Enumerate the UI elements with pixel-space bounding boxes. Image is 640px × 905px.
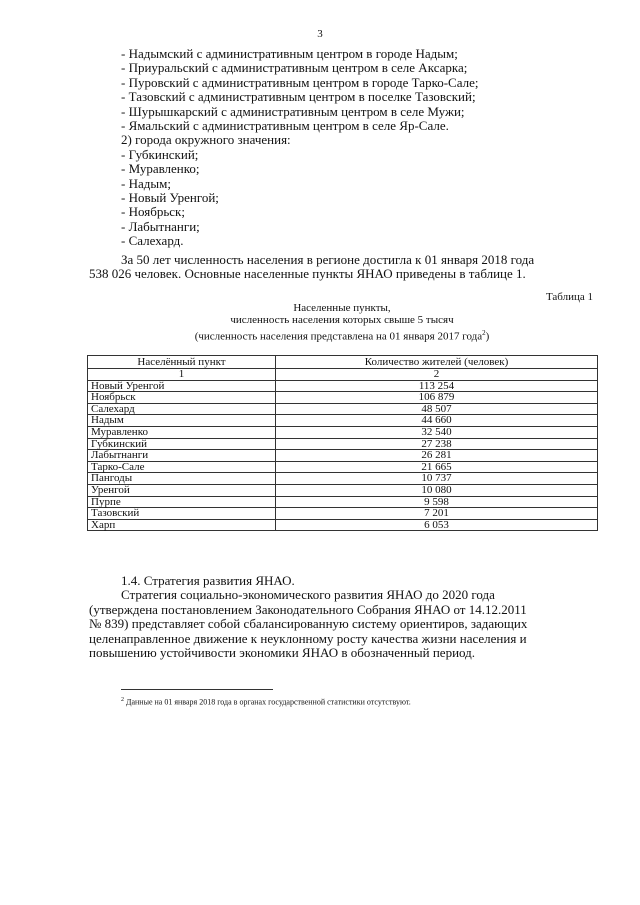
footnote	[121, 697, 411, 707]
footnote-ref: 2	[482, 328, 486, 337]
list-item: - Ноябрьск;	[121, 204, 185, 220]
column-number-row	[88, 369, 598, 381]
table-row	[88, 508, 598, 520]
list-item: - Новый Уренгой;	[121, 190, 219, 206]
column-header: Количество жителей (человек)	[276, 356, 598, 369]
caption-line: Населенные пункты,	[293, 302, 391, 314]
footnote-marker: 2	[121, 697, 124, 703]
settlement-name: Ноябрьск	[88, 392, 276, 404]
district-list	[121, 47, 591, 249]
table-row	[88, 496, 598, 508]
footnote-text: Данные на 01 января 2018 года в органах государственной статистики отсутствуют.	[124, 697, 411, 707]
settlement-name: Уренгой	[88, 484, 276, 496]
population-value: 6 053	[276, 519, 598, 531]
list-item: - Губкинский;	[121, 146, 199, 162]
population-line: За 50 лет численность населения в регионе достигла к 01 января 2018 года	[121, 252, 535, 267]
table-row	[88, 450, 598, 462]
population-value: 26 281	[276, 450, 598, 462]
table-label: Таблица 1	[545, 291, 593, 303]
list-item: - Салехард.	[121, 233, 184, 249]
list-item: - Ямальский с административным центром в селе Яр-Сале.	[121, 118, 449, 134]
list-item: - Надымский с административным центром в городе Надым;	[121, 46, 458, 61]
table-row	[88, 484, 598, 496]
caption-line: (численность населения представлена на 01 января 2017 года$^2$)	[194, 328, 490, 343]
population-value: 113 254	[276, 380, 598, 392]
table-row	[88, 392, 598, 404]
table-header-row	[88, 356, 598, 369]
settlement-name: Тарко-Сале	[88, 461, 276, 473]
strategy-paragraph	[89, 588, 595, 661]
settlement-name: Пурпе	[88, 496, 276, 508]
table-caption	[89, 302, 595, 343]
population-value: 10 080	[276, 484, 598, 496]
list-item: - Муравленко;	[121, 161, 200, 177]
settlement-name: Надым	[88, 415, 276, 427]
column-number: 1	[88, 369, 276, 381]
population-value: 27 238	[276, 438, 598, 450]
table-row	[88, 403, 598, 415]
settlement-name: Муравленко	[88, 426, 276, 438]
population-value: 10 737	[276, 473, 598, 485]
list-item: - Надым;	[121, 175, 171, 191]
population-paragraph	[89, 253, 595, 282]
table-row	[88, 461, 598, 473]
settlement-name: Пангоды	[88, 473, 276, 485]
population-value: 32 540	[276, 426, 598, 438]
settlement-name: Тазовский	[88, 508, 276, 520]
settlement-name: Новый Уренгой	[88, 380, 276, 392]
settlement-name: Губкинский	[88, 438, 276, 450]
population-value: 9 598	[276, 496, 598, 508]
strategy-line: (утверждена постановлением Законодательного Собрания ЯНАО от 14.12.2011	[89, 601, 527, 617]
population-value: 7 201	[276, 508, 598, 520]
population-value: 44 660	[276, 415, 598, 427]
list-item: - Пуровский с административным центром в городе Тарко-Сале;	[121, 74, 479, 90]
table-row	[88, 415, 598, 427]
column-header: Населённый пункт	[88, 356, 276, 369]
table-row	[88, 438, 598, 450]
list-item: - Приуральский с административным центром в селе Аксарка;	[121, 60, 468, 76]
column-number: 2	[276, 369, 598, 381]
settlement-name: Харп	[88, 519, 276, 531]
page-number: 3	[317, 28, 323, 40]
table-row	[88, 473, 598, 485]
section-title: 1.4. Стратегия развития ЯНАО.	[121, 573, 295, 588]
population-value: 106 879	[276, 392, 598, 404]
settlement-name: Салехард	[88, 403, 276, 415]
table-row	[88, 426, 598, 438]
population-value: 48 507	[276, 403, 598, 415]
footnote-divider	[121, 689, 273, 690]
list-item: - Шурышкарский с административным центром в селе Мужи;	[121, 103, 465, 119]
list-item: - Лабытнанги;	[121, 218, 200, 234]
population-value: 21 665	[276, 461, 598, 473]
population-line: 538 026 человек. Основные населенные пункты ЯНАО приведены в таблице 1.	[89, 266, 526, 282]
caption-line: численность населения которых свыше 5 тысяч	[230, 314, 454, 327]
strategy-line: целенаправленное движение к неуклонному росту качества жизни населения и	[89, 630, 527, 646]
list-item: - Тазовский с административным центром в поселке Тазовский;	[121, 89, 476, 105]
population-table	[87, 355, 598, 531]
strategy-line: повышению устойчивости экономики ЯНАО в обозначенный период.	[89, 645, 476, 661]
strategy-line: № 839) представляет собой сбалансированную систему ориентиров, задающих	[89, 616, 528, 632]
list-heading: 2) города окружного значения:	[121, 132, 291, 148]
table-row	[88, 519, 598, 531]
settlement-name: Лабытнанги	[88, 450, 276, 462]
strategy-line: Стратегия социально-экономического развития ЯНАО до 2020 года	[121, 587, 495, 602]
table-row	[88, 380, 598, 392]
